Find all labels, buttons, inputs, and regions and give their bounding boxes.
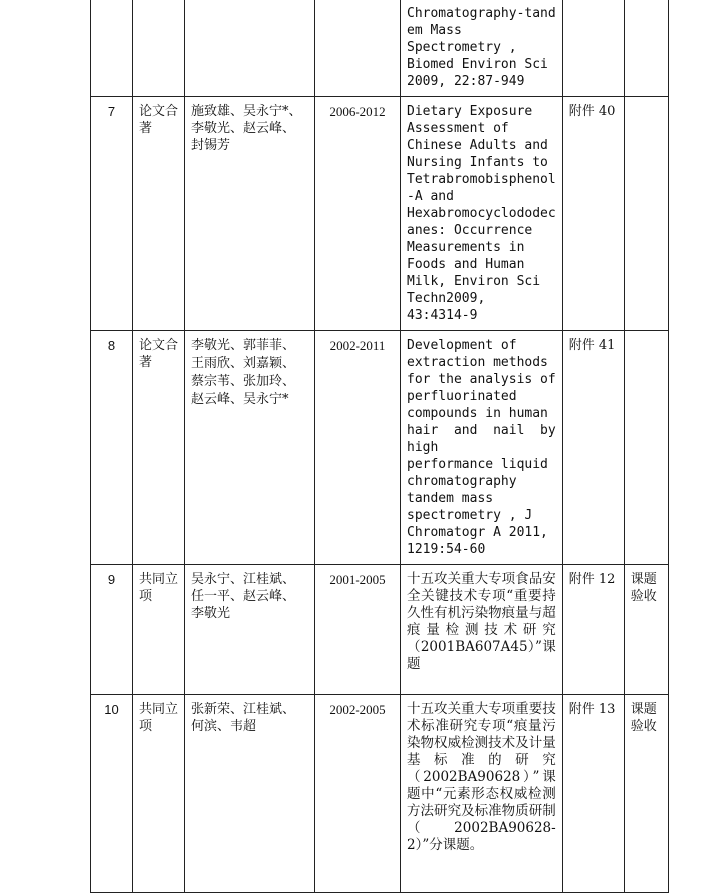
years: 2002-2005 [315, 695, 401, 893]
attachment: 附件 40 [562, 97, 624, 331]
title-line: perfluorinated [407, 389, 517, 404]
remark: 课题验收 [624, 565, 668, 695]
title-line: anes: Occurrence [407, 223, 533, 238]
table-row [91, 97, 669, 331]
authors [185, 97, 315, 331]
title-line: Development of [407, 338, 517, 353]
author-line: 赵云峰、吴永宁* [191, 392, 289, 407]
cooperation-type: 共同立项 [133, 565, 185, 695]
row-number: 10 [91, 695, 133, 893]
cooperation-type: 论文合著 [133, 331, 185, 565]
title-line: 2009, 22:87-949 [407, 74, 525, 89]
project-title: 十五攻关重大专项重要技术标准研究专项“痕量污染物权威检测技术及计量基标准的研究（2002BA90628）”课题中“元素形态权威检测方法研究及标准物质研制（2002BA90628-2）”分课题。 [401, 695, 563, 893]
row-number: 8 [91, 331, 133, 565]
project-title: 十五攻关重大专项食品安全关键技术专项“重要持久性有机污染物痕量与超痕量检测技术研究（2001BA607A45）”课题 [401, 565, 563, 695]
title-line: -A and [407, 189, 454, 204]
author-line: 张新荣、江桂斌、 [191, 702, 296, 717]
cooperation-type [133, 0, 185, 97]
authors [185, 565, 315, 695]
remark: 课题验收 [624, 695, 668, 893]
years: 2002-2011 [315, 331, 401, 565]
attachment [562, 0, 624, 97]
attachment: 附件 12 [562, 565, 624, 695]
table-row [91, 695, 669, 893]
title-line: chromatography [407, 474, 517, 489]
row-number [91, 0, 133, 97]
author-line: 任一平、赵云峰、 [191, 589, 296, 604]
author-line: 封锡芳 [191, 138, 231, 153]
title-line: Chromatogr A 2011, [407, 525, 548, 540]
cooperation-type: 共同立项 [133, 695, 185, 893]
title-line: Dietary Exposure [407, 104, 533, 119]
row-number: 7 [91, 97, 133, 331]
title-line: Biomed Environ Sci [407, 57, 548, 72]
attachment: 附件 13 [562, 695, 624, 893]
remark [624, 97, 668, 331]
author-line: 何滨、韦超 [191, 719, 257, 734]
title-line: 43:4314-9 [407, 308, 478, 323]
title-line: Milk, Environ Sci [407, 274, 541, 289]
title-line: Foods and Human [407, 257, 525, 272]
years [315, 0, 401, 97]
authors [185, 0, 315, 97]
title-cell [401, 0, 563, 97]
title-cell [401, 331, 563, 565]
author-line: 蔡宗苇、张加玲、 [191, 374, 296, 389]
achievements-table [90, 0, 669, 893]
title-cell [401, 97, 563, 331]
title-line: extraction methods [407, 355, 548, 370]
title-line: Nursing Infants to [407, 155, 548, 170]
table-row [91, 565, 669, 695]
title-line: spectrometry , J [407, 508, 533, 523]
title-line: performance liquid [407, 457, 548, 472]
author-line: 李敬光、郭菲菲、 [191, 338, 296, 353]
title-line: compounds in human [407, 406, 548, 421]
author-line: 施致雄、吴永宁*、 [191, 104, 302, 119]
years: 2006-2012 [315, 97, 401, 331]
title-line: Chinese Adults and [407, 138, 548, 153]
row-number: 9 [91, 565, 133, 695]
author-line: 吴永宁、江桂斌、 [191, 572, 296, 587]
author-line: 李敬光 [191, 606, 231, 621]
title-line: Spectrometry , [407, 40, 517, 55]
title-line: Tetrabromobisphenol [407, 172, 556, 187]
authors [185, 331, 315, 565]
title-line: 1219:54-60 [407, 542, 486, 557]
cooperation-type: 论文合著 [133, 97, 185, 331]
author-line: 王雨欣、刘嘉颖、 [191, 356, 296, 371]
title-line: Hexabromocyclododec [407, 206, 556, 221]
authors [185, 695, 315, 893]
attachment: 附件 41 [562, 331, 624, 565]
table-row [91, 331, 669, 565]
remark [624, 0, 668, 97]
table-row [91, 0, 669, 97]
title-line: Techn2009, [407, 291, 486, 306]
title-line: Assessment of [407, 121, 509, 136]
title-line: hair and nail by high [407, 423, 556, 455]
title-line: Chromatography-tand [407, 6, 556, 21]
title-line: for the analysis of [407, 372, 556, 387]
years: 2001-2005 [315, 565, 401, 695]
remark [624, 331, 668, 565]
title-line: em Mass [407, 23, 462, 38]
author-line: 李敬光、赵云峰、 [191, 121, 296, 136]
title-line: tandem mass [407, 491, 494, 506]
title-line: Measurements in [407, 240, 525, 255]
